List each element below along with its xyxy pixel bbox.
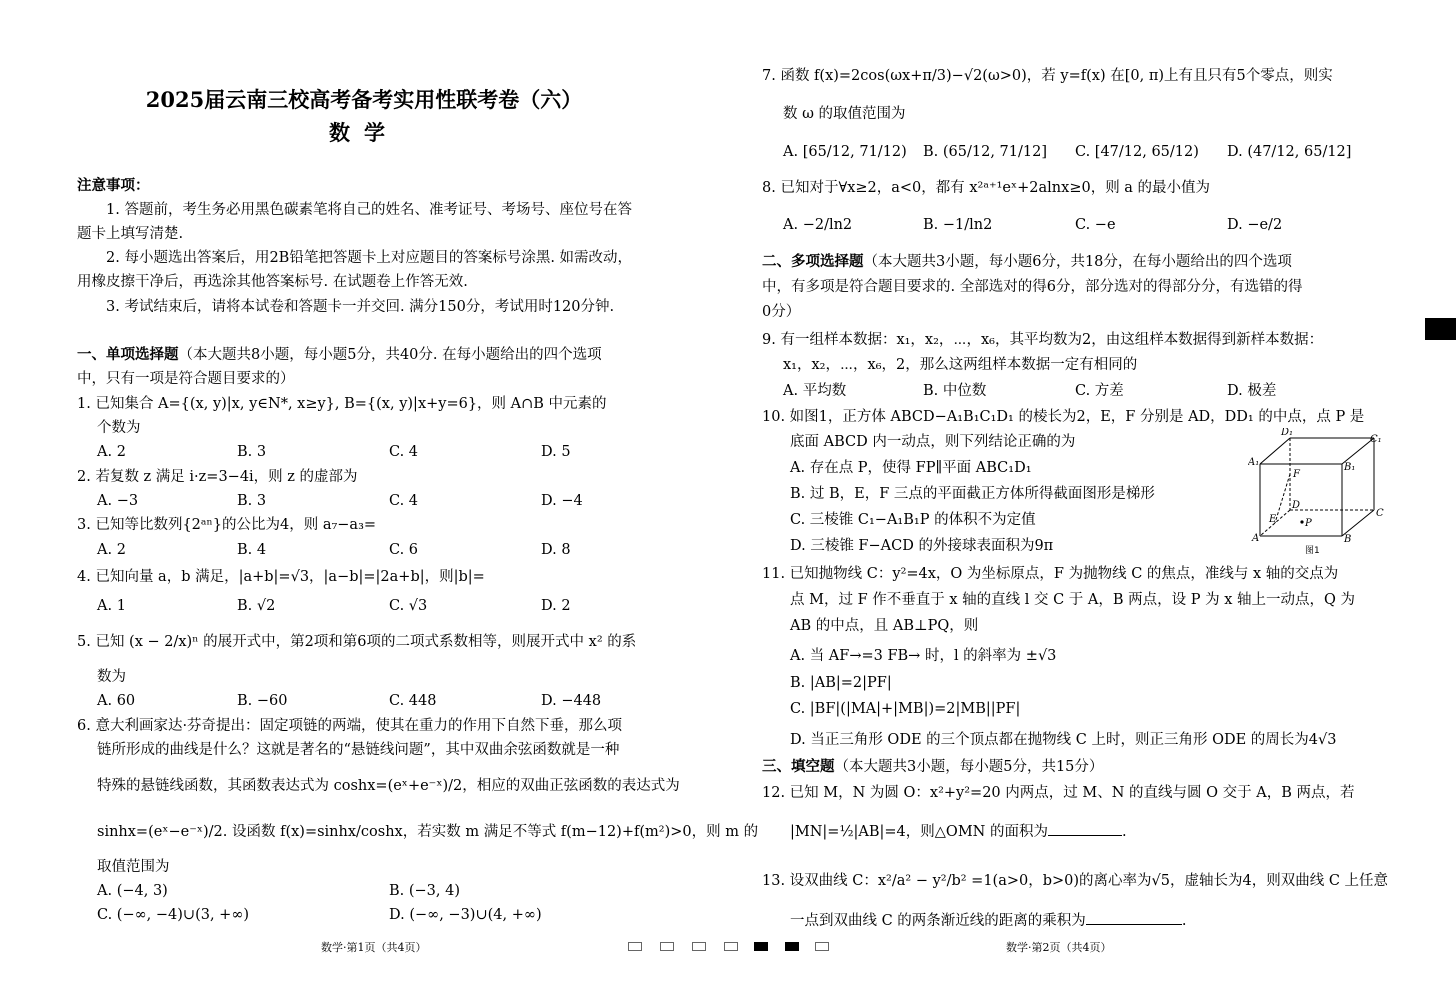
section3-desc: （本大题共3小题，每小题5分，共15分） <box>834 759 1104 775</box>
question-12-text: |MN|=½|AB|=4，则△OMN 的面积为 <box>790 824 1048 840</box>
q5-option-a: A. 60 <box>97 693 136 709</box>
q5-option-d: D. −448 <box>541 693 602 709</box>
q10-option-c: C. 三棱锥 C₁−A₁B₁P 的体积不为定值 <box>790 512 1036 528</box>
question-1: 1. 已知集合 A={(x, y)|x, y∈N*, x≥y}, B={(x, y)|x+y=6}，则 A∩B 中元素的 <box>77 396 607 412</box>
question-8: 8. 已知对于∀x≥2，a<0，都有 x²ᵃ⁺¹eˣ+2alnx≥0，则 a 的最小值为 <box>762 180 1211 196</box>
q9-option-b: B. 中位数 <box>923 383 987 399</box>
label-d: D <box>1292 500 1301 511</box>
question-6: 6. 意大利画家达·芬奇提出：固定项链的两端，使其在重力的作用下自然下垂，那么项 <box>77 718 623 734</box>
question-6-cont: 特殊的悬链线函数，其函数表达式为 coshx=(eˣ+e⁻ˣ)/2，相应的双曲正弦函数的表达式为 <box>97 778 680 794</box>
q5-option-c: C. 448 <box>389 693 437 709</box>
right-footer: 数学·第2页（共4页） <box>1006 941 1112 954</box>
question-5: 5. 已知 (x − 2/x)ⁿ 的展开式中，第2项和第6项的二项式系数相等，则展开式中 x² 的系 <box>77 634 637 650</box>
q2-option-c: C. 4 <box>389 493 419 509</box>
q9-option-a: A. 平均数 <box>783 383 847 399</box>
separator-square <box>692 942 706 951</box>
q2-option-a: A. −3 <box>97 493 139 509</box>
cube-edge <box>1342 510 1374 536</box>
question-11-cont: AB 的中点，且 AB⊥PQ，则 <box>790 618 979 634</box>
q6-option-a: A. (−4, 3) <box>97 883 168 899</box>
q4-option-a: A. 1 <box>97 598 126 614</box>
q2-option-b: B. 3 <box>237 493 267 509</box>
notice-line: 3. 考试结束后，请将本试卷和答题卡一并交回. 满分150分，考试用时120分钟. <box>106 299 615 315</box>
section2-desc-cont: 0分） <box>762 304 801 320</box>
q8-option-d: D. −e/2 <box>1227 217 1283 233</box>
label-e: E <box>1269 514 1277 525</box>
figure-caption: 图1 <box>1305 546 1320 556</box>
notice-line: 题卡上填写清楚. <box>77 226 184 242</box>
q7-option-b: B. (65/12, 71/12] <box>923 144 1047 160</box>
q10-option-a: A. 存在点 P，使得 FP∥平面 ABC₁D₁ <box>790 460 1032 476</box>
q1-option-c: C. 4 <box>389 444 419 460</box>
subject-title: 数学 <box>329 120 399 145</box>
period: . <box>1181 913 1187 929</box>
label-c1: C₁ <box>1370 434 1382 445</box>
question-2: 2. 若复数 z 满足 i·z=3−4i，则 z 的虚部为 <box>77 469 358 485</box>
label-a: A <box>1252 533 1260 544</box>
q9-option-d: D. 极差 <box>1227 383 1277 399</box>
cube-figure <box>1248 428 1388 558</box>
q3-option-d: D. 8 <box>541 542 571 558</box>
section1-header <box>77 345 602 365</box>
section2-desc: （本大题共3小题，每小题6分，共18分，在每小题给出的四个选项 <box>863 254 1292 270</box>
q6-option-d: D. (−∞, −3)∪(4, +∞) <box>389 907 542 923</box>
hidden-segment <box>1275 474 1290 523</box>
section1-desc: （本大题共8小题，每小题5分，共40分. 在每小题给出的四个选项 <box>178 347 602 363</box>
q4-option-b: B. √2 <box>237 598 276 614</box>
label-d1: D₁ <box>1281 428 1294 438</box>
answer-blank-13[interactable] <box>1086 912 1182 925</box>
label-c: C <box>1376 508 1384 519</box>
q7-option-c: C. [47/12, 65/12) <box>1075 144 1199 160</box>
question-11-cont: 点 M，过 F 作不垂直于 x 轴的直线 l 交 C 于 A，B 两点，设 P 为 x 轴上一动点，Q 为 <box>790 592 1356 608</box>
label-b1: B₁ <box>1344 462 1356 473</box>
section3-header <box>762 757 1103 777</box>
q11-option-a: A. 当 AF→=3 FB→ 时，l 的斜率为 ±√3 <box>790 648 1057 664</box>
question-13-cont <box>790 911 1186 931</box>
q3-option-b: B. 4 <box>237 542 267 558</box>
q6-option-b: B. (−3, 4) <box>389 883 461 899</box>
label-p: P <box>1305 518 1312 529</box>
notice-line: 用橡皮擦干净后，再选涂其他答案标号. 在试题卷上作答无效. <box>77 274 468 290</box>
notice-line: 1. 答题前，考生务必用黑色碳素笔将自己的姓名、准考证号、考场号、座位号在答 <box>106 202 632 218</box>
question-10-cont: 底面 ABCD 内一动点，则下列结论正确的为 <box>790 434 1076 450</box>
q1-option-a: A. 2 <box>97 444 126 460</box>
q11-option-d: D. 当正三角形 ODE 的三个顶点都在抛物线 C 上时，则正三角形 ODE 的周长为4√3 <box>790 732 1337 748</box>
label-a1: A₁ <box>1248 457 1260 468</box>
answer-blank-12[interactable] <box>1048 823 1122 836</box>
label-f: F <box>1293 469 1300 480</box>
question-9: 9. 有一组样本数据：x₁，x₂，⋯，x₆，其平均数为2，由这组样本数据得到新样本数据： <box>762 332 1324 348</box>
question-1-cont: 个数为 <box>97 420 141 436</box>
separator-square <box>660 942 674 951</box>
q8-option-b: B. −1/ln2 <box>923 217 993 233</box>
q1-option-d: D. 5 <box>541 444 571 460</box>
question-9-cont: x₁，x₂，⋯，x₆，2，那么这两组样本数据一定有相同的 <box>783 357 1138 373</box>
notice-line: 2. 每小题选出答案后，用2B铅笔把答题卡上对应题目的答案标号涂黑. 如需改动， <box>106 250 633 266</box>
separator-square <box>628 942 642 951</box>
question-6-cont: 链所形成的曲线是什么？这就是著名的“悬链线问题”，其中双曲余弦函数就是一种 <box>97 742 620 758</box>
q4-option-d: D. 2 <box>541 598 571 614</box>
question-5-cont: 数为 <box>97 669 126 685</box>
period: . <box>1121 824 1127 840</box>
q10-option-d: D. 三棱锥 F−ACD 的外接球表面积为9π <box>790 538 1054 554</box>
q5-option-b: B. −60 <box>237 693 288 709</box>
q8-option-a: A. −2/ln2 <box>783 217 853 233</box>
question-10: 10. 如图1，正方体 ABCD−A₁B₁C₁D₁ 的棱长为2，E，F 分别是 AD，DD₁ 的中点，点 P 是 <box>762 409 1365 425</box>
label-b: B <box>1344 534 1352 545</box>
q4-option-c: C. √3 <box>389 598 428 614</box>
section1-title: 一、单项选择题 <box>77 346 179 363</box>
q3-option-a: A. 2 <box>97 542 126 558</box>
question-12-cont <box>790 822 1127 842</box>
section2-header <box>762 252 1292 272</box>
q8-option-c: C. −e <box>1075 217 1116 233</box>
q7-option-d: D. (47/12, 65/12] <box>1227 144 1352 160</box>
question-7: 7. 函数 f(x)=2cos(ωx+π/3)−√2(ω>0)，若 y=f(x) 在[0, π)上有且只有5个零点，则实 <box>762 68 1333 84</box>
q7-option-a: A. [65/12, 71/12) <box>783 144 907 160</box>
question-13: 13. 设双曲线 C：x²/a² − y²/b² =1(a>0，b>0)的离心率为√5，虚轴长为4，则双曲线 C 上任意 <box>762 873 1389 889</box>
question-11: 11. 已知抛物线 C：y²=4x，O 为坐标原点，F 为抛物线 C 的焦点，准线与 x 轴的交点为 <box>762 566 1339 582</box>
exam-title: 2025届云南三校高考备考实用性联考卷（六） <box>145 87 583 112</box>
question-6-cont: sinhx=(eˣ−e⁻ˣ)/2. 设函数 f(x)=sinhx/coshx，若实数 m 满足不等式 f(m−12)+f(m²)>0，则 m 的 <box>97 824 759 840</box>
q10-option-b: B. 过 B，E，F 三点的平面截正方体所得截面图形是梯形 <box>790 486 1155 502</box>
question-13-text: 一点到双曲线 C 的两条渐近线的距离的乘积为 <box>790 913 1086 929</box>
section2-desc-cont: 中，有多项是符合题目要求的. 全部选对的得6分，部分选对的得部分分，有选错的得 <box>762 279 1303 295</box>
q6-option-c: C. (−∞, −4)∪(3, +∞) <box>97 907 250 923</box>
cube-edge <box>1260 438 1290 464</box>
section2-title: 二、多项选择题 <box>762 253 864 270</box>
q1-option-b: B. 3 <box>237 444 267 460</box>
point-p <box>1300 520 1303 523</box>
q3-option-c: C. 6 <box>389 542 419 558</box>
section3-title: 三、填空题 <box>762 758 835 775</box>
q11-option-c: C. |BF|(|MA|+|MB|)=2|MB||PF| <box>790 701 1021 717</box>
left-footer: 数学·第1页（共4页） <box>321 941 427 954</box>
q2-option-d: D. −4 <box>541 493 583 509</box>
section1-desc-cont: 中，只有一项是符合题目要求的） <box>77 371 295 387</box>
q9-option-c: C. 方差 <box>1075 383 1124 399</box>
question-3: 3. 已知等比数列{2ᵃⁿ}的公比为4，则 a₇−a₃= <box>77 517 377 533</box>
question-7-cont: 数 ω 的取值范围为 <box>783 106 906 122</box>
question-6-cont: 取值范围为 <box>97 859 170 875</box>
notice-heading: 注意事项： <box>77 177 150 194</box>
question-4: 4. 已知向量 a，b 满足，|a+b|=√3，|a−b|=|2a+b|，则|b|= <box>77 569 485 585</box>
side-tab-marker <box>1425 318 1456 340</box>
question-12: 12. 已知 M，N 为圆 O：x²+y²=20 内两点，过 M、N 的直线与圆 O 交于 A，B 两点，若 <box>762 785 1355 801</box>
q11-option-b: B. |AB|=2|PF| <box>790 675 892 691</box>
